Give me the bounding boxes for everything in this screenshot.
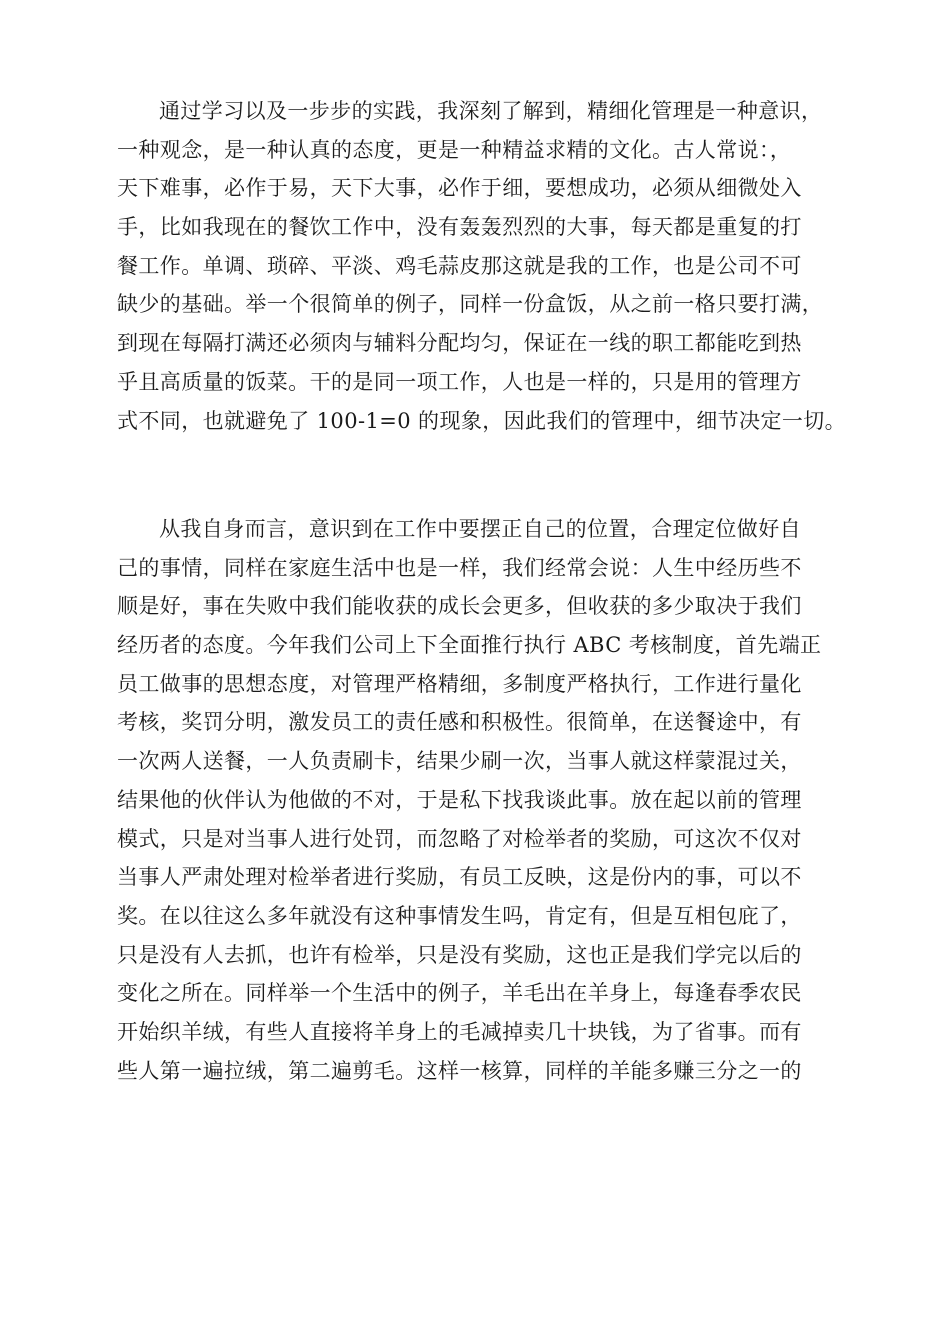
- paragraph-line: 员工做事的思想态度，对管理严格精细，多制度严格执行，工作进行量化: [117, 671, 802, 696]
- paragraph-line: 一次两人送餐，一人负责刷卡，结果少刷一次，当事人就这样蒙混过关，: [117, 749, 802, 774]
- paragraph-line: 经历者的态度。今年我们公司上下全面推行执行 ABC 考核制度，首先端正: [117, 633, 822, 658]
- paragraph-line: 通过学习以及一步步的实践，我深刻了解到，精细化管理是一种意识，: [159, 99, 823, 123]
- paragraph-line: 结果他的伙伴认为他做的不对，于是私下找我谈此事。放在起以前的管理: [117, 787, 802, 812]
- paragraph-line: 模式，只是对当事人进行处罚，而忽略了对检举者的奖励，可这次不仅对: [117, 826, 802, 851]
- paragraph-line: 一种观念，是一种认真的态度，更是一种精益求精的文化。古人常说：，: [117, 137, 792, 162]
- paragraph-line: 天下难事，必作于易，天下大事，必作于细，要想成功，必须从细微处入: [117, 176, 802, 201]
- paragraph-line: 开始织羊绒，有些人直接将羊身上的毛减掉卖几十块钱，为了省事。而有: [117, 1019, 802, 1044]
- paragraph-line: 考核，奖罚分明，激发员工的责任感和积极性。很简单，在送餐途中，有: [117, 710, 802, 735]
- paragraph-line: 些人第一遍拉绒，第二遍剪毛。这样一核算，同样的羊能多赚三分之一的: [117, 1058, 802, 1083]
- paragraph-line: 顺是好，事在失败中我们能收获的成长会更多，但收获的多少取决于我们: [117, 594, 802, 619]
- paragraph-line: 餐工作。单调、琐碎、平淡、鸡毛蒜皮那这就是我的工作，也是公司不可: [117, 253, 802, 278]
- paragraph-line: 变化之所在。同样举一个生活中的例子，羊毛出在羊身上，每逢春季农民: [117, 981, 802, 1006]
- paragraph-line: 只是没有人去抓，也许有检举，只是没有奖励，这也正是我们学完以后的: [117, 942, 802, 967]
- paragraph-line: 奖。在以往这么多年就没有这种事情发生吗，肯定有，但是互相包庇了，: [117, 903, 802, 928]
- paragraph-line: 当事人严肃处理对检举者进行奖励，有员工反映，这是份内的事，可以不: [117, 865, 802, 890]
- paragraph-line: 从我自身而言，意识到在工作中要摆正自己的位置，合理定位做好自: [159, 517, 801, 541]
- paragraph-2: [117, 510, 853, 1090]
- paragraph-line: 式不同，也就避免了 100-1=0 的现象，因此我们的管理中，细节决定一切。: [117, 408, 847, 433]
- paragraph-line: 己的事情，同样在家庭生活中也是一样，我们经常会说：人生中经历些不: [117, 555, 802, 580]
- paragraph-1: [117, 92, 853, 440]
- paragraph-line: 乎且高质量的饭菜。干的是同一项工作，人也是一样的，只是用的管理方: [117, 369, 802, 394]
- paragraph-line: 缺少的基础。举一个很简单的例子，同样一份盒饭，从之前一格只要打满，: [117, 292, 824, 317]
- paragraph-line: 到现在每隔打满还必须肉与辅料分配均匀，保证在一线的职工都能吃到热: [117, 331, 802, 356]
- paragraph-line: 手，比如我现在的餐饮工作中，没有轰轰烈烈的大事，每天都是重复的打: [117, 215, 802, 240]
